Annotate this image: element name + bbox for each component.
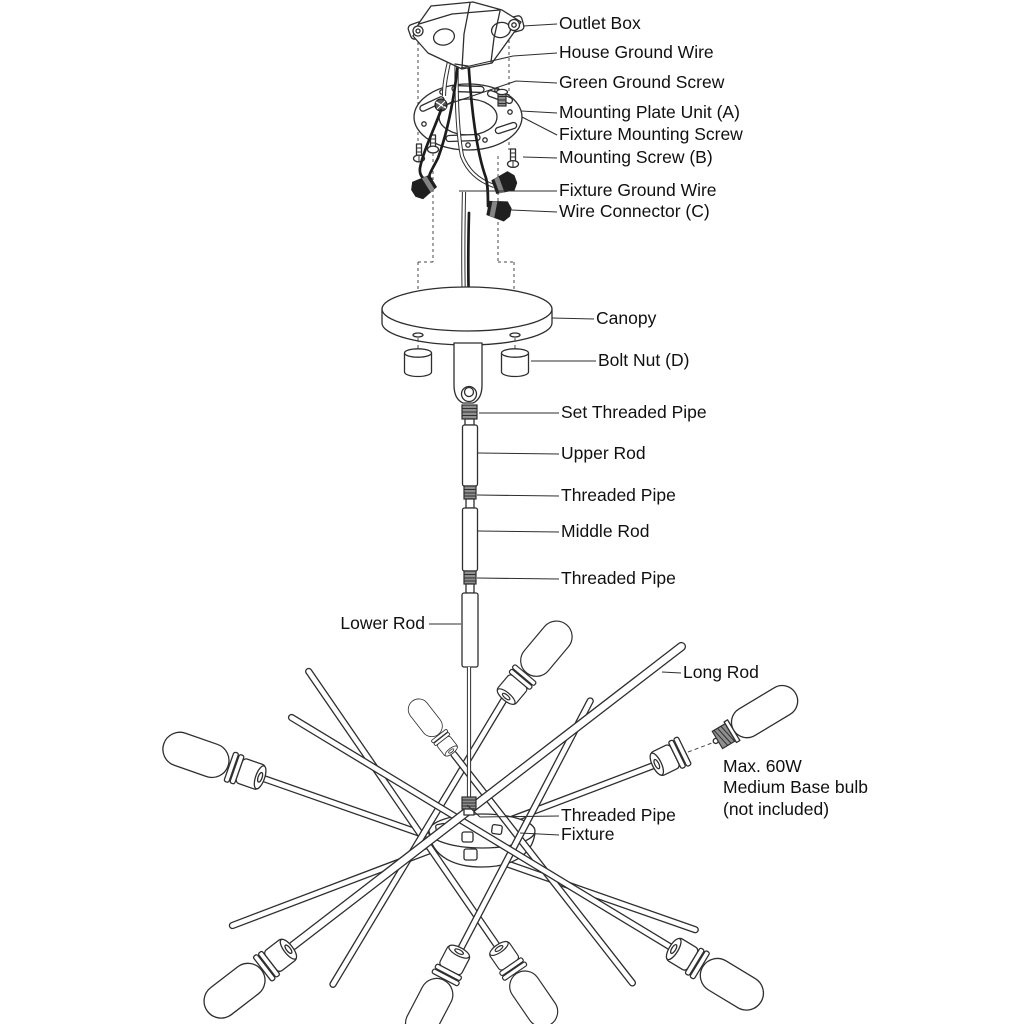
label-threaded-pipe-upper: Threaded Pipe — [561, 485, 676, 505]
bulb-bottom-right — [661, 932, 770, 1016]
label-bulb-note-2: Medium Base bulb — [723, 777, 868, 797]
label-house-ground-wire: House Ground Wire — [559, 42, 714, 62]
label-fixture: Fixture — [561, 824, 615, 844]
bolt-nut-right — [502, 349, 529, 377]
label-outlet-box: Outlet Box — [559, 13, 641, 33]
label-threaded-pipe-lower: Threaded Pipe — [561, 568, 676, 588]
mounting-plate-unit — [414, 84, 523, 167]
lower-rod — [462, 593, 478, 667]
label-middle-rod: Middle Rod — [561, 521, 650, 541]
outlet-box — [407, 2, 525, 69]
empty-socket — [646, 737, 691, 780]
fixture-mounting-screw — [497, 89, 508, 106]
label-fixture-mounting-screw: Fixture Mounting Screw — [559, 124, 743, 144]
label-upper-rod: Upper Rod — [561, 443, 646, 463]
threaded-pipe-fixture — [462, 797, 476, 815]
label-green-ground-screw: Green Ground Screw — [559, 72, 725, 92]
label-lower-rod: Lower Rod — [340, 613, 425, 633]
label-set-threaded-pipe: Set Threaded Pipe — [561, 402, 707, 422]
label-bulb-note-3: (not included) — [723, 799, 830, 819]
threaded-pipe-upper — [464, 486, 476, 508]
mounting-screw-b-right — [508, 149, 519, 167]
bolt-nut-left — [405, 349, 432, 377]
outlet-box-ear-screw-left — [413, 26, 423, 36]
bulb-top-center — [404, 695, 461, 760]
label-long-rod: Long Rod — [683, 662, 759, 682]
label-mounting-plate-unit: Mounting Plate Unit (A) — [559, 102, 740, 122]
bulb-bottom-center-right — [484, 936, 564, 1024]
wire-connector-right-lower — [486, 198, 512, 222]
middle-rod — [463, 508, 478, 571]
threaded-pipe-lower — [464, 571, 476, 593]
label-bulb-note-1: Max. 60W — [723, 756, 802, 776]
label-fixture-ground-wire: Fixture Ground Wire — [559, 180, 717, 200]
bulb-bottom-center-left — [400, 940, 475, 1024]
upper-rod — [463, 425, 478, 486]
outlet-box-ear-screw-right — [509, 20, 520, 31]
label-mounting-screw-b: Mounting Screw (B) — [559, 147, 713, 167]
bulb-left — [158, 728, 270, 795]
replacement-bulb — [688, 680, 803, 756]
bulb-bottom-left — [197, 933, 302, 1024]
label-canopy: Canopy — [596, 308, 657, 328]
wire-connector-right-upper — [491, 170, 519, 197]
stem-column — [454, 343, 482, 667]
label-threaded-pipe-fixture: Threaded Pipe — [561, 805, 676, 825]
canopy — [382, 287, 552, 351]
label-wire-connector-c: Wire Connector (C) — [559, 201, 710, 221]
set-threaded-pipe — [462, 405, 477, 425]
hub-stem — [462, 667, 476, 815]
label-bolt-nut-d: Bolt Nut (D) — [598, 350, 690, 370]
bulb-top-right — [492, 615, 579, 710]
